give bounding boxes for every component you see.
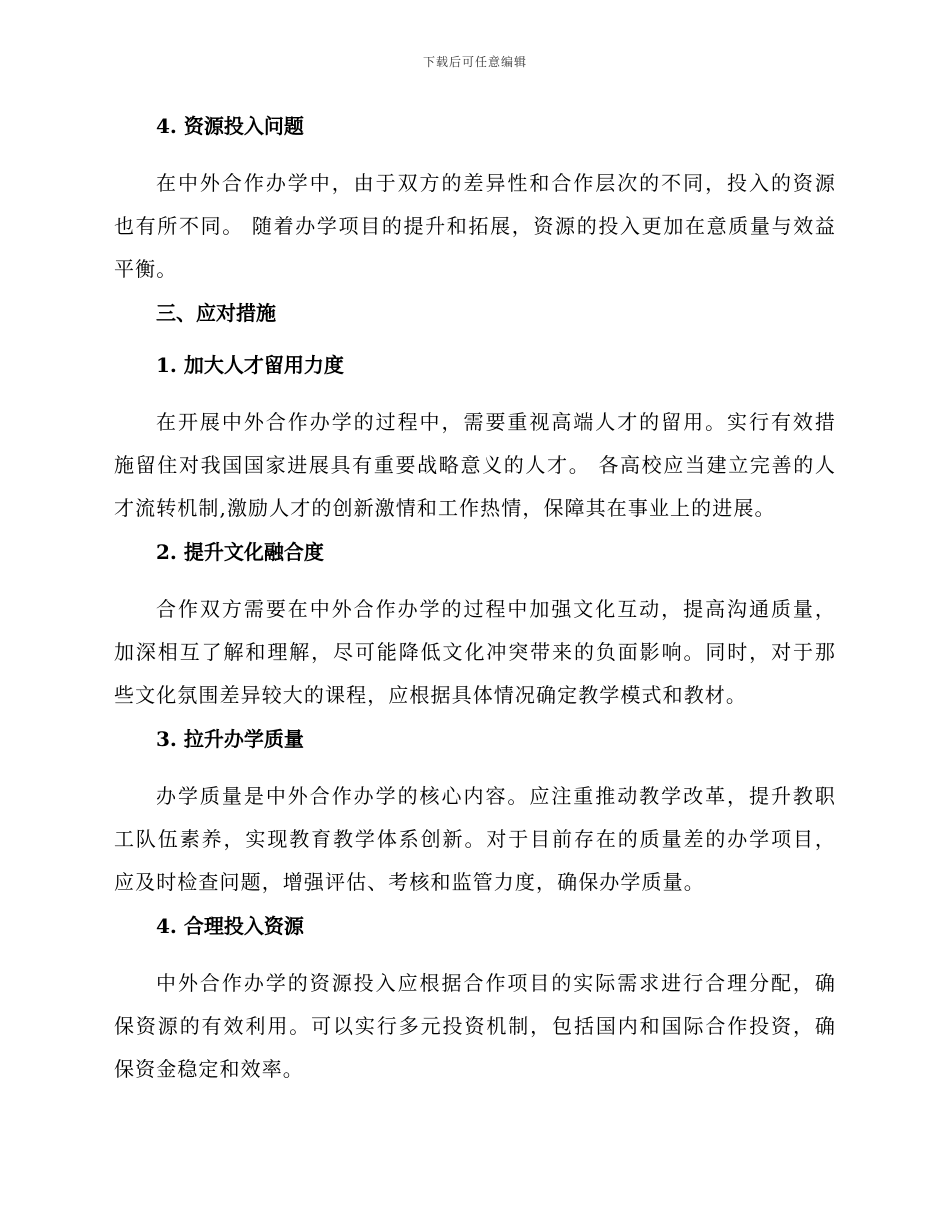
paragraph [114, 775, 836, 904]
paragraph-line: 保资源的有效利用。可以实行多元投资机制，包括国内和国际合作投资，确 [114, 1014, 836, 1038]
paragraph-line: 才流转机制,激励人才的创新激情和工作热情，保障其在事业上的进展。 [114, 496, 776, 520]
section-cultural-integration [114, 536, 836, 717]
paragraph [114, 401, 836, 530]
section-heading: 4. 资源投入问题 [156, 114, 304, 138]
paragraph-line: 应及时检查问题，增强评估、考核和监管力度，确保办学质量。 [114, 870, 705, 894]
paragraph-line: 些文化氛围差异较大的课程，应根据具体情况确定教学模式和教材。 [114, 683, 747, 707]
paragraph-line: 在中外合作办学中，由于双方的差异性和合作层次的不同，投入的资源 [156, 171, 836, 195]
paragraph-line: 加深相互了解和理解，尽可能降低文化冲突带来的负面影响。同时，对于那 [114, 640, 836, 664]
paragraph-line: 合作双方需要在中外合作办学的过程中加强文化互动，提高沟通质量， [156, 597, 836, 621]
paragraph-line: 办学质量是中外合作办学的核心内容。应注重推动教学改革，提升教职 [156, 784, 836, 808]
paragraph-line: 工队伍素养，实现教育教学体系创新。对于目前存在的质量差的办学项目， [114, 827, 836, 851]
paragraph-line: 施留住对我国国家进展具有重要战略意义的人才。 各高校应当建立完善的人 [114, 453, 836, 477]
paragraph-line: 平衡。 [114, 257, 178, 281]
paragraph-line: 保资金稳定和效率。 [114, 1057, 304, 1081]
paragraph-line: 在开展中外合作办学的过程中，需要重视高端人才的留用。实行有效措 [156, 410, 836, 434]
section-heading: 1. 加大人才留用力度 [156, 353, 344, 377]
section-heading: 3. 拉升办学质量 [156, 727, 304, 751]
chapter-heading: 三、应对措施 [156, 301, 276, 325]
paragraph [114, 588, 836, 717]
section-heading: 4. 合理投入资源 [156, 914, 304, 938]
paragraph-line: 也有所不同。 随着办学项目的提升和拓展，资源的投入更加在意质量与效益 [114, 214, 836, 238]
section-resource-allocation [114, 910, 836, 1091]
document-body [114, 110, 836, 1097]
section-talent-retention [114, 349, 836, 530]
page-header: 下载后可任意编辑 [422, 55, 527, 69]
paragraph-line: 中外合作办学的资源投入应根据合作项目的实际需求进行合理分配，确 [156, 971, 836, 995]
section-countermeasures [114, 297, 836, 329]
section-heading: 2. 提升文化融合度 [156, 540, 324, 564]
paragraph [114, 162, 836, 291]
paragraph [114, 962, 836, 1091]
section-resource-input-issue [114, 110, 836, 291]
section-education-quality [114, 723, 836, 904]
